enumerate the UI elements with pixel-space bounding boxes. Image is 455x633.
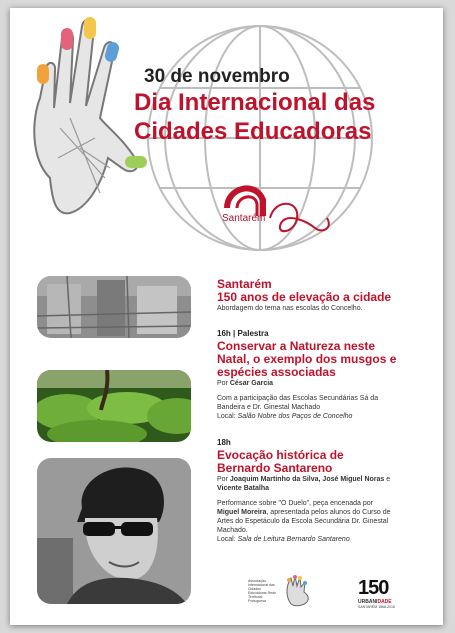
title-line-1: Dia Internacional das <box>134 89 376 116</box>
anniversary-logo <box>358 578 428 616</box>
section-3-performance-line-4: Machado. <box>217 527 248 534</box>
speakers-names-1: Joaquim Martinho da Silva, José Miguel Noras <box>229 476 385 483</box>
poster <box>10 8 443 625</box>
anniversary-number: 150 <box>358 577 389 599</box>
urbanidade-part-2: DADE <box>377 599 392 605</box>
section-3-performance-line-1: Performance sobre "O Duelo", peça encenada por <box>217 500 373 507</box>
section-3-title-line-1: Evocação histórica de <box>217 448 344 462</box>
performance-text: , apresentada pelos alunos do Curso de <box>266 509 391 516</box>
section-2-participation-line-2: Bandeira e Dr. Ginestal Machado <box>217 404 321 411</box>
section-2-title-line-1: Conservar a Natureza neste <box>217 339 376 353</box>
location-label: Local: <box>217 536 236 543</box>
section-2-participation-line-1: Com a participação das Escolas Secundárias Sá da <box>217 395 379 402</box>
section-1-description: Abordagem do tema nas escolas do Concelho. <box>217 305 363 312</box>
location-value: Salão Nobre dos Paços de Concelho <box>237 413 353 420</box>
section-3-performance-line-2 <box>217 508 432 517</box>
photo-portrait <box>37 458 191 604</box>
section-3-title-line-2: Bernardo Santareno <box>217 461 333 475</box>
event-date: 30 de novembro <box>144 66 290 87</box>
urbanidade-part-1: URBANI <box>358 599 378 605</box>
hand-icon <box>34 17 147 213</box>
photo-moss <box>37 370 191 442</box>
hand-small-icon <box>283 574 313 608</box>
santarem-logo-icon <box>215 178 345 240</box>
logo-text: Santarém <box>222 213 266 224</box>
section-2-location <box>217 412 432 421</box>
speakers-and: e <box>386 476 391 483</box>
urbanidade-sub: SANTARÉM 1868-2018 <box>358 605 395 609</box>
section-evocacao <box>217 438 432 544</box>
section-2-speaker <box>217 379 432 388</box>
speaker-prefix: Por <box>217 380 228 387</box>
section-2-time: 16h | Palestra <box>217 329 269 338</box>
location-label: Local: <box>217 413 236 420</box>
section-3-location <box>217 535 432 544</box>
page-title <box>134 88 375 146</box>
section-3-performance-line-3: Artes do Espetáculo da Escola Secundária Dr. Ginestal <box>217 518 389 525</box>
location-value: Sala de Leitura Bernardo Santareno <box>237 536 350 543</box>
network-text: Associação Internacional das Cidades Educadoras Rede Territorial Portuguesa <box>248 579 277 603</box>
section-3-speakers-line-1 <box>217 475 432 484</box>
speakers-prefix: Por <box>217 476 228 483</box>
title-line-2: Cidades Educadoras <box>134 118 372 145</box>
section-elevacao <box>217 278 432 313</box>
section-2-title-line-3: espécies associadas <box>217 365 336 379</box>
performer-name: Miguel Moreira <box>217 509 267 516</box>
photo-stone-wall <box>37 276 191 338</box>
section-1-title-line-1: Santarém <box>217 277 272 291</box>
section-1-title-line-2: 150 anos de elevação a cidade <box>217 290 392 304</box>
network-logo <box>248 574 318 612</box>
speaker-name: César Garcia <box>229 380 274 387</box>
section-3-speakers-line-2: Vicente Batalha <box>217 485 270 492</box>
section-2-title-line-2: Natal, o exemplo dos musgos e <box>217 352 397 366</box>
section-3-time: 18h <box>217 438 231 447</box>
section-palestra <box>217 329 432 421</box>
